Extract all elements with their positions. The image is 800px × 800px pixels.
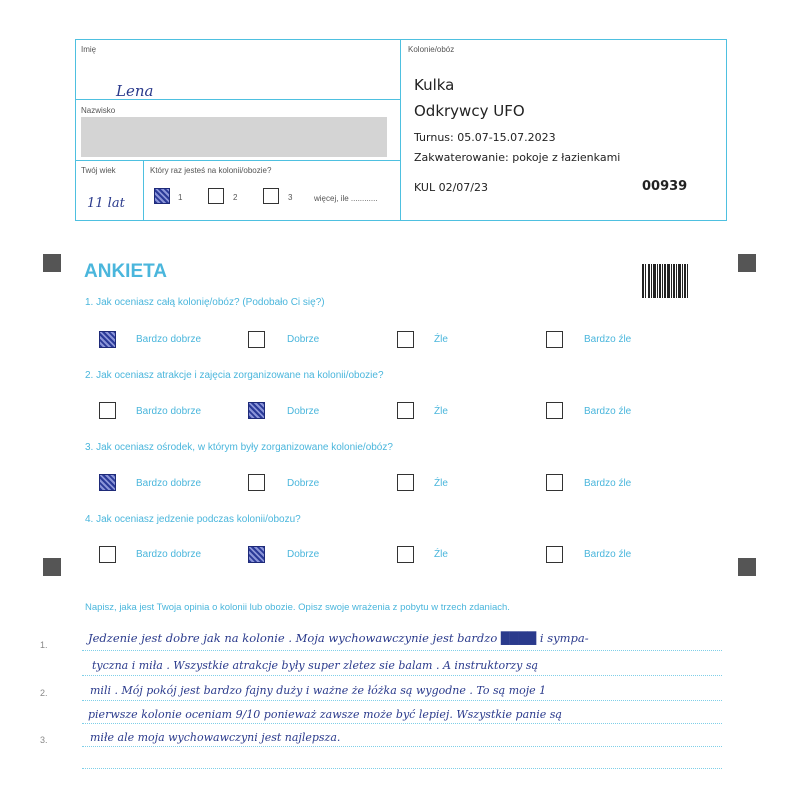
ktory-raz-label: Który raz jesteś na kolonii/obozie? <box>150 166 272 175</box>
q2-option-bardzo-dobrze-checkbox[interactable] <box>99 402 116 419</box>
turnus: Turnus: 05.07-15.07.2023 <box>414 131 556 144</box>
wiek-divider <box>143 160 144 220</box>
q2-option-dobrze: Dobrze <box>287 406 320 417</box>
handwritten-line-4: pierwsze kolonie oceniam 9/10 ponieważ zawsze może być lepiej. Wszystkie panie są <box>88 708 562 721</box>
ktory-raz-checkbox-1[interactable] <box>154 188 170 204</box>
ktory-raz-option-2: 2 <box>233 193 238 202</box>
q2-option-dobrze-checkbox[interactable] <box>248 402 265 419</box>
zakwaterowanie: Zakwaterowanie: pokoje z łazienkami <box>414 151 621 164</box>
q4-option-dobrze-checkbox[interactable] <box>248 546 265 563</box>
q2-option-bardzo-dobrze: Bardzo dobrze <box>136 406 202 417</box>
question-4: 4. Jak oceniasz jedzenie podczas kolonii/obozu? <box>85 514 301 525</box>
camp-name: Kulka <box>414 76 455 94</box>
q2-option-zle-checkbox[interactable] <box>397 402 414 419</box>
registration-mark-bottom-right <box>738 558 756 576</box>
q1-option-bardzo-dobrze: Bardzo dobrze <box>136 334 202 345</box>
q2-option-bardzo-zle: Bardzo źle <box>584 406 632 417</box>
ktory-raz-checkbox-2[interactable] <box>208 188 224 204</box>
q1-option-zle-checkbox[interactable] <box>397 331 414 348</box>
question-1: 1. Jak oceniasz całą kolonię/obóz? (Podobało Ci się?) <box>85 297 325 308</box>
question-3: 3. Jak oceniasz ośrodek, w którym były zorganizowane kolonie/obóz? <box>85 442 393 453</box>
q3-option-bardzo-zle: Bardzo źle <box>584 478 632 489</box>
form-number: 00939 <box>642 179 688 194</box>
q2-option-bardzo-zle-checkbox[interactable] <box>546 402 563 419</box>
handwritten-line-5: miłe ale moja wychowawczyni jest najlepsza. <box>90 731 341 744</box>
q4-option-zle: Źle <box>434 549 448 560</box>
wiek-value: 11 lat <box>87 196 125 211</box>
q1-option-dobrze: Dobrze <box>287 334 320 345</box>
registration-mark-top-left <box>43 254 61 272</box>
registration-mark-bottom-left <box>43 558 61 576</box>
imie-value: Lena <box>116 82 154 100</box>
nazwisko-divider <box>75 160 401 161</box>
question-2: 2. Jak oceniasz atrakcje i zajęcia zorganizowane na kolonii/obozie? <box>85 370 384 381</box>
line-number-3: 3. <box>40 735 48 745</box>
line-number-2: 2. <box>40 688 48 698</box>
q3-option-zle-checkbox[interactable] <box>397 474 414 491</box>
nazwisko-label: Nazwisko <box>81 106 116 115</box>
q1-option-bardzo-zle-checkbox[interactable] <box>546 331 563 348</box>
writing-line-3 <box>82 700 722 701</box>
ktory-raz-option-1: 1 <box>178 193 183 202</box>
camp-code: KUL 02/07/23 <box>414 181 488 194</box>
q4-option-bardzo-zle: Bardzo źle <box>584 549 632 560</box>
handwritten-line-2: tyczna i miła . Wszystkie atrakcje były super zletez sie balam . A instruktorzy są <box>92 659 539 672</box>
barcode-icon <box>642 264 688 298</box>
wiek-label: Twój wiek <box>81 166 116 175</box>
q3-option-bardzo-dobrze: Bardzo dobrze <box>136 478 202 489</box>
writing-line-5 <box>82 746 722 747</box>
q4-option-bardzo-zle-checkbox[interactable] <box>546 546 563 563</box>
writing-line-2 <box>82 675 722 676</box>
ktory-raz-option-3: 3 <box>288 193 293 202</box>
q3-option-bardzo-dobrze-checkbox[interactable] <box>99 474 116 491</box>
writing-line-1 <box>82 650 722 651</box>
header-divider <box>400 39 401 220</box>
q3-option-dobrze: Dobrze <box>287 478 320 489</box>
writing-line-4 <box>82 723 722 724</box>
writing-line-6 <box>82 768 722 769</box>
q4-option-bardzo-dobrze-checkbox[interactable] <box>99 546 116 563</box>
ktory-raz-option-more: więcej, ile ............ <box>314 194 378 203</box>
q1-option-bardzo-zle: Bardzo źle <box>584 334 632 345</box>
q1-option-bardzo-dobrze-checkbox[interactable] <box>99 331 116 348</box>
handwritten-line-3: mili . Mój pokój jest bardzo fajny duży i ważne że łóżka są wygodne . To są moje 1 <box>90 684 547 697</box>
camp-theme: Odkrywcy UFO <box>414 102 525 120</box>
ktory-raz-checkbox-3[interactable] <box>263 188 279 204</box>
kolonie-label: Kolonie/obóz <box>408 45 455 54</box>
q4-option-bardzo-dobrze: Bardzo dobrze <box>136 549 202 560</box>
q3-option-bardzo-zle-checkbox[interactable] <box>546 474 563 491</box>
q1-option-zle: Źle <box>434 334 448 345</box>
q3-option-zle: Źle <box>434 478 448 489</box>
line-number-1: 1. <box>40 640 48 650</box>
q1-option-dobrze-checkbox[interactable] <box>248 331 265 348</box>
registration-mark-top-right <box>738 254 756 272</box>
opinion-prompt: Napisz, jaka jest Twoja opinia o kolonii lub obozie. Opisz swoje wrażenia z pobytu w trzech zdaniach. <box>85 602 510 613</box>
survey-title: ANKIETA <box>84 261 168 282</box>
nazwisko-redacted <box>81 117 387 157</box>
q3-option-dobrze-checkbox[interactable] <box>248 474 265 491</box>
q4-option-zle-checkbox[interactable] <box>397 546 414 563</box>
q2-option-zle: Źle <box>434 406 448 417</box>
q4-option-dobrze: Dobrze <box>287 549 320 560</box>
imie-label: Imię <box>81 45 97 54</box>
handwritten-line-1: Jedzenie jest dobre jak na kolonie . Moja wychowawczynie jest bardzo ████ i sympa- <box>88 631 589 645</box>
